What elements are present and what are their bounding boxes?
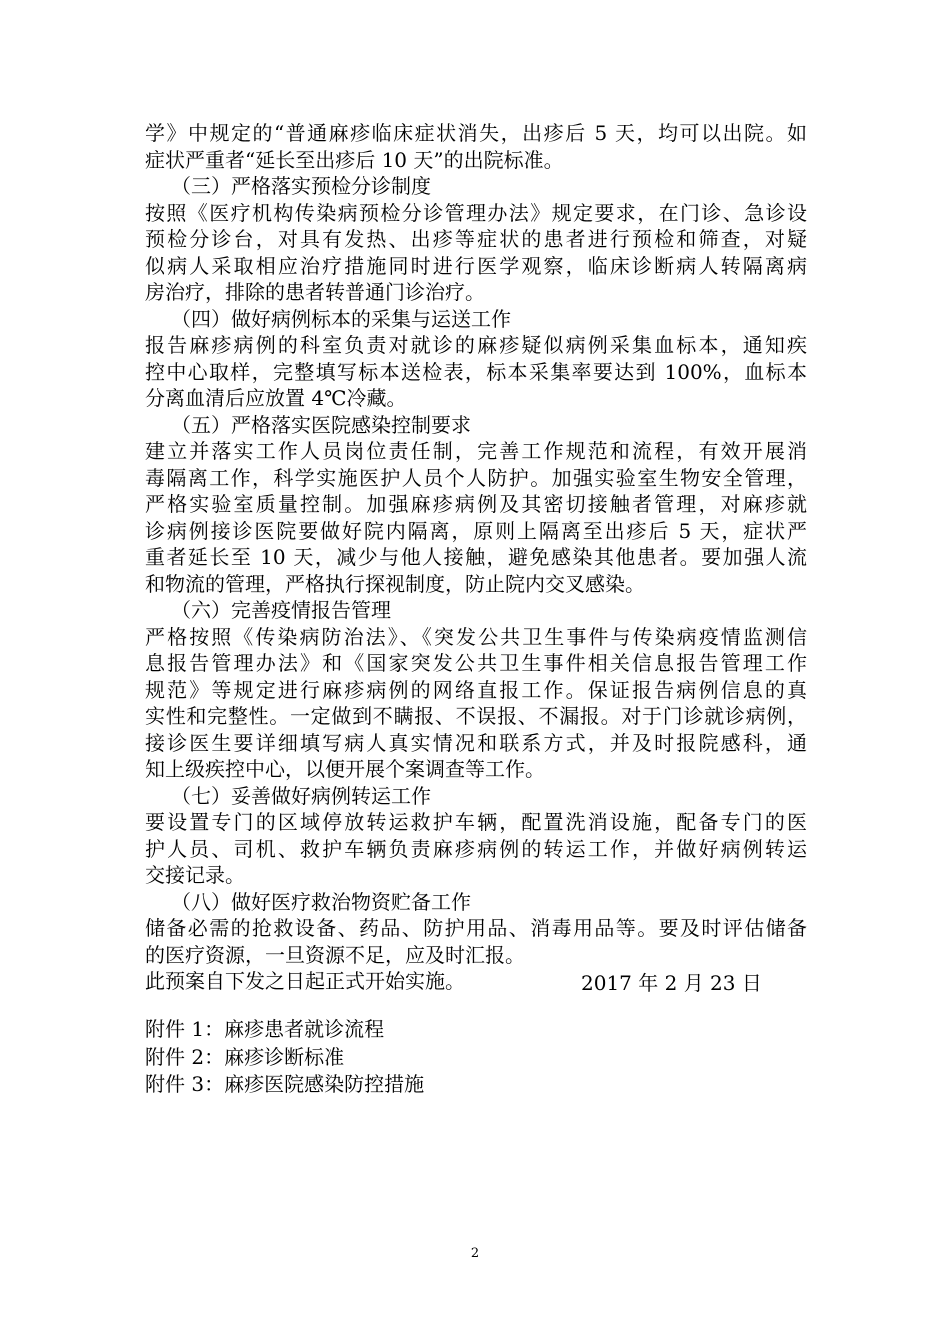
paragraph-line: 似病人采取相应治疗措施同时进行医学观察，临床诊断病人转隔离病 — [145, 253, 807, 278]
paragraph-line: 预检分诊台，对具有发热、出疹等症状的患者进行预检和筛查，对疑 — [145, 227, 807, 251]
paragraph-line: 严格实验室质量控制。加强麻疹病例及其密切接触者管理，对麻疹就 — [145, 492, 807, 516]
section-heading: （七）妥善做好病例转运工作 — [171, 783, 431, 808]
paragraph-line: 要设置专门的区域停放转运救护车辆，配置洗消设施，配备专门的医 — [145, 810, 807, 834]
section-heading: （三）严格落实预检分诊制度 — [171, 174, 431, 198]
paragraph-line: 建立并落实工作人员岗位责任制，完善工作规范和流程，有效开展消 — [145, 439, 807, 463]
paragraph-line: 学》中规定的“普通麻疹临床症状消失，出疹后 5 天，均可以出院。如 — [145, 121, 807, 145]
attachment-item: 附件 1：麻疹患者就诊流程 — [145, 1017, 385, 1041]
paragraph-line: 报告麻疹病例的科室负责对就诊的麻疹疑似病例采集血标本，通知疾 — [145, 333, 807, 357]
paragraph-line: 毒隔离工作，科学实施医护人员个人防护。加强实验室生物安全管理， — [145, 465, 807, 490]
paragraph-line: 规范》等规定进行麻疹病例的网络直报工作。保证报告病例信息的真 — [145, 677, 807, 702]
paragraph-line: 症状严重者“延长至出疹后 10 天”的出院标准。 — [145, 147, 564, 172]
section-heading: （八）做好医疗救治物资贮备工作 — [171, 889, 471, 914]
section-heading: （五）严格落实医院感染控制要求 — [171, 412, 471, 437]
paragraph-line: 分离血清后应放置 4℃冷藏。 — [145, 386, 407, 410]
paragraph-line: 的医疗资源，一旦资源不足，应及时汇报。 — [145, 942, 525, 967]
paragraph-line: 息报告管理办法》和《国家突发公共卫生事件相关信息报告管理工作 — [145, 651, 807, 675]
document-body — [145, 120, 807, 995]
paragraph-line: 知上级疾控中心，以便开展个案调查等工作。 — [145, 757, 545, 781]
document-date: 2017 年 2 月 23 日 — [581, 971, 762, 995]
paragraph-line: 交接记录。 — [145, 863, 245, 887]
paragraph-line: 储备必需的抢救设备、药品、防护用品、消毒用品等。要及时评估储备 — [145, 916, 807, 940]
section-heading: （六）完善疫情报告管理 — [171, 598, 391, 622]
paragraph-line: 接诊医生要详细填写病人真实情况和联系方式，并及时报院感科，通 — [145, 730, 807, 755]
paragraph-line: 诊病例接诊医院要做好院内隔离，原则上隔离至出疹后 5 天，症状严 — [145, 518, 807, 543]
paragraph-line: 房治疗，排除的患者转普通门诊治疗。 — [145, 280, 485, 304]
attachment-item: 附件 3：麻疹医院感染防控措施 — [145, 1072, 425, 1096]
section-heading: （四）做好病例标本的采集与运送工作 — [171, 306, 511, 331]
page-number: 2 — [470, 1246, 480, 1261]
paragraph-line: 实性和完整性。一定做到不瞒报、不误报、不漏报。对于门诊就诊病例， — [145, 704, 807, 728]
attachment-item: 附件 2：麻疹诊断标准 — [145, 1044, 345, 1069]
paragraph-line: 此预案自下发之日起正式开始实施。 — [145, 969, 465, 993]
paragraph-line: 严格按照《传染病防治法》、《突发公共卫生事件与传染病疫情监测信 — [145, 624, 807, 649]
paragraph-line: 重者延长至 10 天，减少与他人接触，避免感染其他患者。要加强人流 — [145, 545, 807, 569]
paragraph-line: 按照《医疗机构传染病预检分诊管理办法》规定要求，在门诊、急诊设 — [145, 200, 807, 225]
paragraph-line: 控中心取样，完整填写标本送检表，标本采集率要达到 100%，血标本 — [145, 359, 807, 384]
paragraph-line: 和物流的管理，严格执行探视制度，防止院内交叉感染。 — [145, 571, 645, 596]
attachments-list — [145, 1016, 424, 1099]
paragraph-line: 护人员、司机、救护车辆负责麻疹病例的转运工作，并做好病例转运 — [145, 836, 807, 861]
